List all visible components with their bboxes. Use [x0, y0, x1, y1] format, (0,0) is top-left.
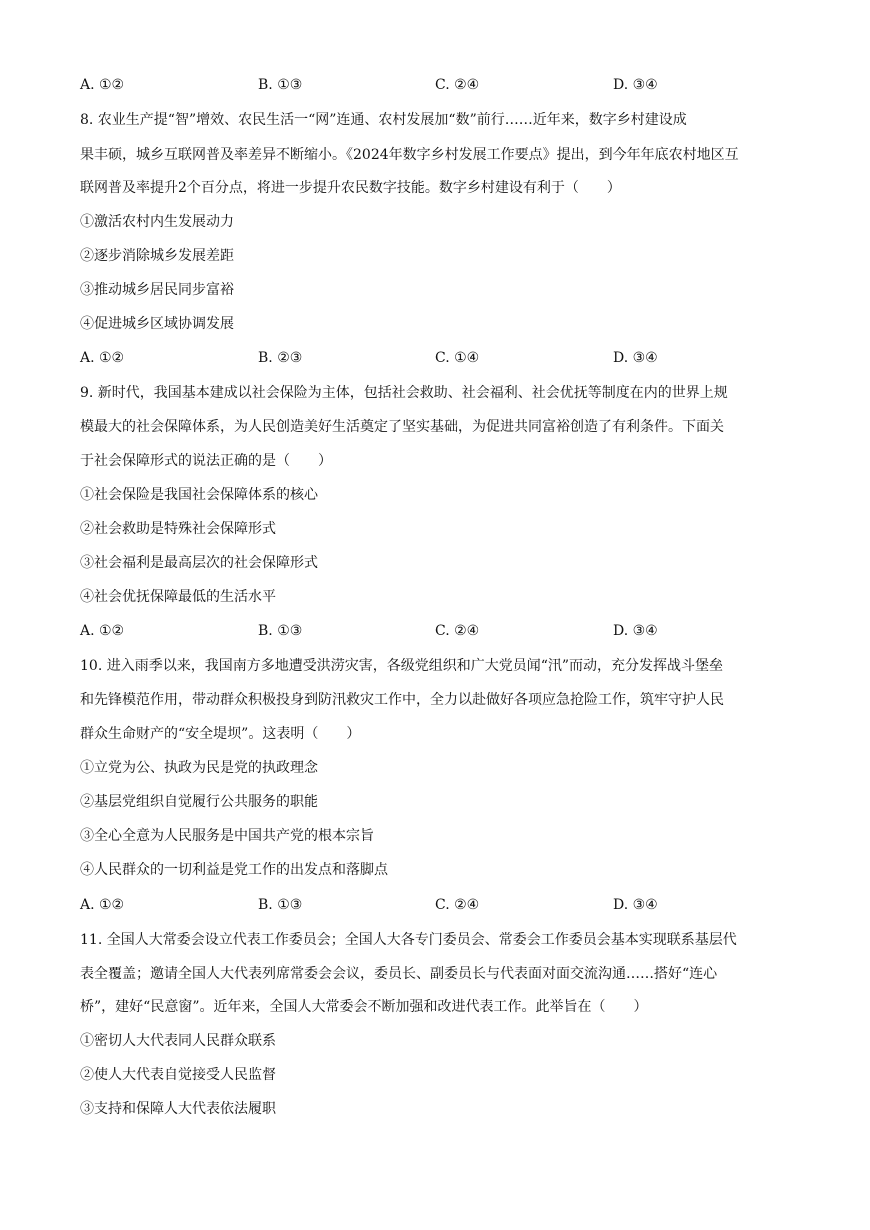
statement-item: ③全心全意为人民服务是中国共产党的根本宗旨: [80, 828, 374, 844]
statement-item: ④社会优抚保障最低的生活水平: [80, 589, 276, 605]
option-b[interactable]: B. ②③: [258, 350, 303, 366]
option-c[interactable]: C. ①④: [435, 350, 480, 366]
option-d[interactable]: D. ③④: [613, 350, 658, 366]
question-stem-line: 桥”，建好“民意窗”。近年来，全国人大常委会不断加强和改进代表工作。此举旨在（ ）: [80, 999, 648, 1015]
option-b[interactable]: B. ①③: [258, 897, 303, 913]
statement-item: ①激活农村内生发展动力: [80, 214, 234, 230]
option-d[interactable]: D. ③④: [613, 77, 658, 93]
question-stem-line: 联网普及率提升2个百分点，将进一步提升农民数字技能。数字乡村建设有利于（ ）: [80, 180, 621, 196]
q9-options: [80, 621, 800, 641]
statement-item: ②社会救助是特殊社会保障形式: [80, 521, 276, 537]
question-stem-line: 群众生命财产的“安全堤坝”。这表明（ ）: [80, 726, 361, 742]
statement-item: ④促进城乡区域协调发展: [80, 316, 234, 332]
option-c[interactable]: C. ②④: [435, 623, 480, 639]
statement-item: ①立党为公、执政为民是党的执政理念: [80, 760, 318, 776]
statement-item: ④人民群众的一切利益是党工作的出发点和落脚点: [80, 862, 388, 878]
statement-item: ②逐步消除城乡发展差距: [80, 248, 234, 264]
question-stem-line: 表全覆盖；邀请全国人大代表列席常委会会议，委员长、副委员长与代表面对面交流沟通……搭好“连心: [80, 966, 718, 982]
question-stem-line: 8. 农业生产提“智”增效、农民生活一“网”连通、农村发展加“数”前行……近年来，数字乡村建设成: [80, 112, 687, 128]
statement-item: ③社会福利是最高层次的社会保障形式: [80, 555, 318, 571]
question-stem-line: 于社会保障形式的说法正确的是（ ）: [80, 453, 332, 469]
q8-options: [80, 348, 800, 368]
question-stem-line: 10. 进入雨季以来，我国南方多地遭受洪涝灾害，各级党组织和广大党员闻“汛”而动，充分发挥战斗堡垒: [80, 658, 724, 674]
option-b[interactable]: B. ①③: [258, 77, 303, 93]
statement-item: ③推动城乡居民同步富裕: [80, 282, 234, 298]
option-a[interactable]: A. ①②: [80, 350, 125, 366]
option-a[interactable]: A. ①②: [80, 897, 125, 913]
q7-options: [80, 75, 800, 95]
statement-item: ①社会保险是我国社会保障体系的核心: [80, 487, 318, 503]
question-stem-line: 模最大的社会保障体系，为人民创造美好生活奠定了坚实基础，为促进共同富裕创造了有利条件。下面关: [80, 419, 724, 435]
option-a[interactable]: A. ①②: [80, 77, 125, 93]
option-c[interactable]: C. ②④: [435, 77, 480, 93]
statement-item: ②基层党组织自觉履行公共服务的职能: [80, 794, 318, 810]
option-a[interactable]: A. ①②: [80, 623, 125, 639]
option-d[interactable]: D. ③④: [613, 897, 658, 913]
question-stem-line: 果丰硕，城乡互联网普及率差异不断缩小。《2024年数字乡村发展工作要点》提出，到今年年底农村地区互: [80, 147, 739, 163]
question-stem-line: 11. 全国人大常委会设立代表工作委员会；全国人大各专门委员会、常委会工作委员会基本实现联系基层代: [80, 932, 737, 948]
question-stem-line: 和先锋模范作用，带动群众积极投身到防汛救灾工作中，全力以赴做好各项应急抢险工作，筑牢守护人民: [80, 692, 724, 708]
q10-options: [80, 895, 800, 915]
statement-item: ①密切人大代表同人民群众联系: [80, 1033, 276, 1049]
option-c[interactable]: C. ②④: [435, 897, 480, 913]
statement-item: ③支持和保障人大代表依法履职: [80, 1101, 276, 1117]
option-b[interactable]: B. ①③: [258, 623, 303, 639]
statement-item: ②使人大代表自觉接受人民监督: [80, 1067, 276, 1083]
question-stem-line: 9. 新时代，我国基本建成以社会保险为主体，包括社会救助、社会福利、社会优抚等制度在内的世界上规: [80, 385, 728, 401]
option-d[interactable]: D. ③④: [613, 623, 658, 639]
